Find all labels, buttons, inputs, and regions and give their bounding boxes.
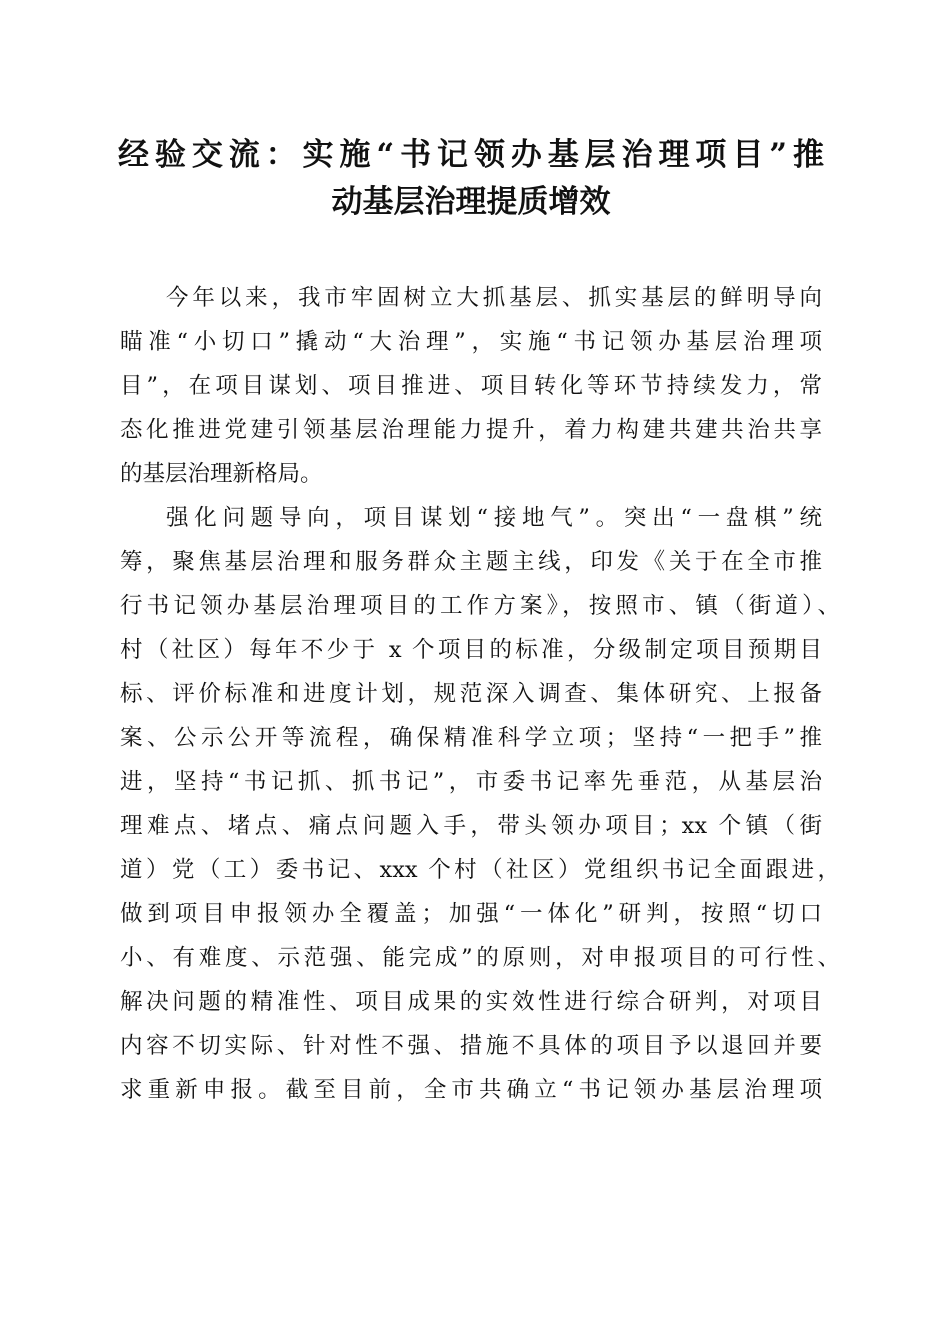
document-title	[118, 132, 824, 226]
paragraph-line: 进，坚持“书记抓、抓书记”，市委书记率先垂范，从基层治	[120, 769, 822, 795]
title-line: 动基层治理提质增效	[331, 184, 611, 220]
title-line: 经验交流：实施“书记领办基层治理项目”推	[118, 137, 824, 173]
paragraph-line: 内容不切实际、针对性不强、措施不具体的项目予以退回并要	[120, 1033, 822, 1059]
document-body	[120, 276, 840, 1112]
paragraph-line: 筹，聚焦基层治理和服务群众主题主线，印发《关于在全市推	[120, 549, 822, 575]
paragraph-line: 目”，在项目谋划、项目推进、项目转化等环节持续发力，常	[120, 373, 822, 399]
paragraph	[120, 276, 822, 496]
paragraph-line: 瞄准“小切口”撬动“大治理”，实施“书记领办基层治理项	[120, 329, 822, 355]
paragraph-line: 今年以来，我市牢固树立大抓基层、抓实基层的鲜明导向	[166, 285, 822, 311]
paragraph-line: 的基层治理新格局。	[120, 461, 323, 487]
paragraph-line: 小、有难度、示范强、能完成”的原则，对申报项目的可行性、	[120, 945, 840, 971]
paragraph-line: 态化推进党建引领基层治理能力提升，着力构建共建共治共享	[120, 417, 822, 443]
paragraph-line: 强化问题导向，项目谋划“接地气”。突出“一盘棋”统	[166, 505, 822, 531]
paragraph-line: 解决问题的精准性、项目成果的实效性进行综合研判，对项目	[120, 989, 822, 1015]
paragraph-line: 求重新申报。截至目前，全市共确立“书记领办基层治理项	[120, 1077, 822, 1103]
paragraph	[120, 496, 840, 1112]
paragraph-line: 标、评价标准和进度计划，规范深入调查、集体研究、上报备	[120, 681, 822, 707]
paragraph-line: 做到项目申报领办全覆盖；加强“一体化”研判，按照“切口	[120, 901, 822, 927]
paragraph-line: 案、公示公开等流程，确保精准科学立项；坚持“一把手”推	[120, 725, 822, 751]
paragraph-line: 村（社区）每年不少于 x 个项目的标准，分级制定项目预期目	[120, 637, 822, 663]
paragraph-line: 理难点、堵点、痛点问题入手，带头领办项目；xx 个镇（街	[120, 813, 822, 839]
paragraph-line: 行书记领办基层治理项目的工作方案》，按照市、镇（街道）、	[120, 593, 840, 619]
paragraph-line: 道）党（工）委书记、xxx 个村（社区）党组织书记全面跟进，	[120, 857, 840, 883]
